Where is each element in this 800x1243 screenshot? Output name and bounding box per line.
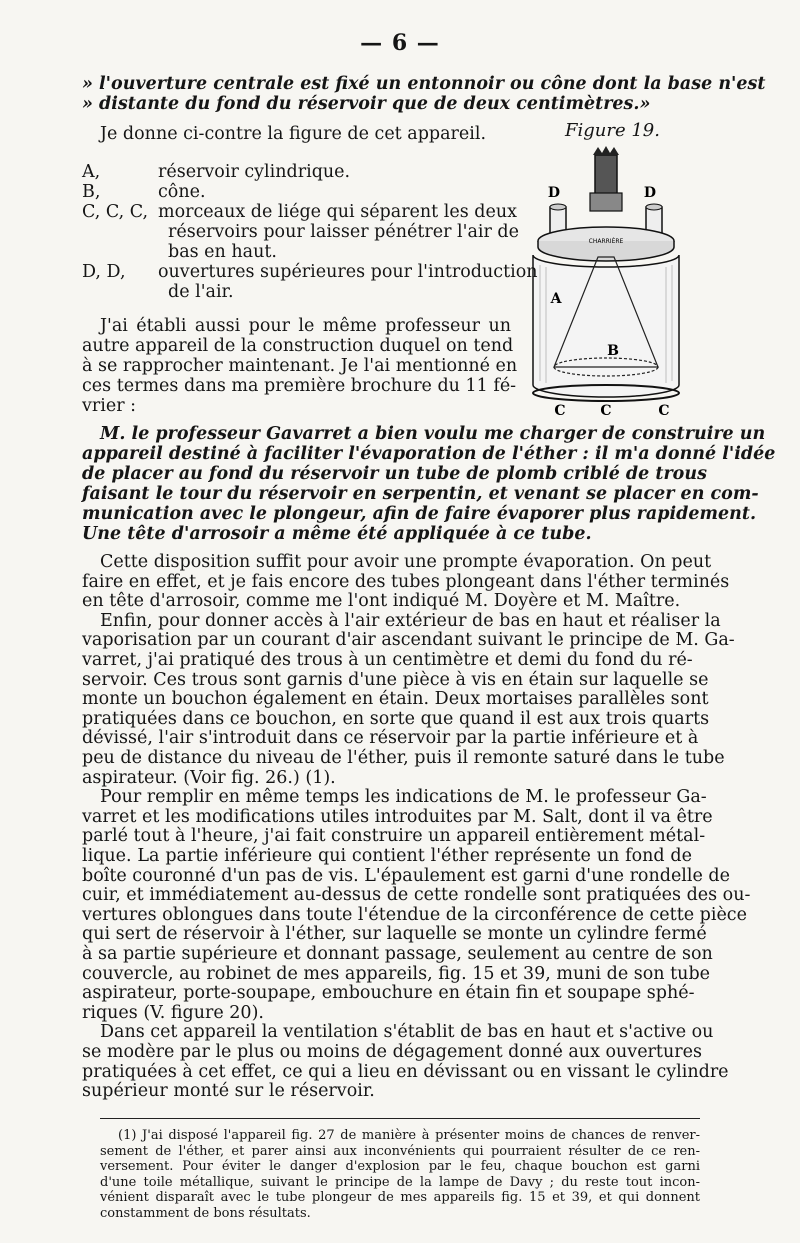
body-line: se modère par le plus ou moins de dégagement donné aux ouvertures bbox=[82, 1042, 702, 1062]
legend-text: réservoir cylindrique. bbox=[158, 162, 351, 182]
body-line: qui sert de réservoir à l'éther, sur laquelle se monte un cylindre fermé bbox=[82, 924, 707, 945]
quote-line: Une tête d'arrosoir a même été appliquée à ce tube. bbox=[82, 524, 592, 544]
body-line: boîte couronné d'un pas de vis. L'épaulement est garni d'une rondelle de bbox=[82, 865, 730, 886]
figure-column-band bbox=[590, 193, 622, 211]
body-line: Cette disposition suffit pour avoir une prompte évaporation. On peut bbox=[100, 552, 712, 572]
footnote-line: versement. Pour éviter le danger d'explosion par le feu, chaque bouchon est garni bbox=[100, 1159, 700, 1175]
body-line: supérieur monté sur le réservoir. bbox=[82, 1081, 375, 1102]
body-line: aspirateur, porte-soupape, embouchure en étain fin et soupape sphé- bbox=[82, 983, 695, 1004]
body-line: servoir. Ces trous sont garnis d'une pièce à vis en étain sur laquelle se bbox=[82, 669, 709, 690]
body-line: Pour remplir en même temps les indications de M. le professeur Ga- bbox=[100, 787, 707, 808]
page-number: — 6 — bbox=[360, 30, 440, 56]
footnote-line: vénient disparaît avec le tube plongeur de mes appareils fig. 15 et 39, et qui donnent bbox=[100, 1190, 700, 1206]
intro-line: Je donne ci-contre la figure de cet appareil. bbox=[100, 124, 487, 144]
figure-column-cap bbox=[593, 146, 619, 155]
figure-label-a: A bbox=[550, 291, 562, 307]
body-line: couvercle, au robinet de mes appareils, fig. 15 et 39, muni de son tube bbox=[82, 963, 711, 984]
paragraph-line: vrier : bbox=[82, 396, 137, 416]
figure-label-d-right: D bbox=[643, 185, 657, 201]
legend-key: B, bbox=[82, 182, 101, 202]
body-line: Enfin, pour donner accès à l'air extérieur de bas en haut et réaliser la bbox=[100, 610, 721, 631]
legend-text: ouvertures supérieures pour l'introduction bbox=[158, 262, 538, 282]
paragraph-line: à se rapprocher maintenant. Je l'ai mentionné en bbox=[82, 356, 518, 376]
legend-text: bas en haut. bbox=[168, 242, 277, 262]
figure-title: Figure 19. bbox=[565, 120, 660, 141]
body-line: pratiquées dans ce bouchon, en sorte que quand il est aux trois quarts bbox=[82, 708, 710, 729]
footnote-rule bbox=[100, 1118, 700, 1119]
legend-text: cône. bbox=[158, 182, 206, 202]
paragraph-line: autre appareil de la construction duquel on tend bbox=[82, 336, 514, 356]
paragraph-line: J'ai établi aussi pour le même professeur un bbox=[100, 316, 511, 336]
body-line: Dans cet appareil la ventilation s'établit de bas en haut et s'active ou bbox=[100, 1022, 714, 1043]
body-line: riques (V. figure 20). bbox=[82, 1002, 264, 1023]
quote-line: de placer au fond du réservoir un tube de plomb criblé de trous bbox=[82, 464, 707, 484]
body-line: aspirateur. (Voir fig. 26.) (1). bbox=[82, 767, 336, 788]
body-line: pratiquées à cet effet, ce qui a lieu en dévissant ou en vissant le cylindre bbox=[82, 1061, 729, 1082]
body-line: peu de distance du niveau de l'éther, puis il remonte saturé dans le tube bbox=[82, 748, 725, 768]
footnote-line: sement de l'éther, et parer ainsi aux inconvénients qui pourraient résulter de ce ren- bbox=[100, 1143, 700, 1159]
body-line: cuir, et immédiatement au-dessus de cette rondelle sont pratiquées des ou- bbox=[82, 885, 751, 906]
body-line: vertures oblongues dans toute l'étendue de la circonférence de cette pièce bbox=[82, 904, 747, 925]
body-line: parlé tout à l'heure, j'ai fait construire un appareil entièrement métal- bbox=[82, 826, 706, 847]
legend-text: morceaux de liége qui séparent les deux bbox=[158, 202, 517, 222]
body-line: varret et les modifications utiles introduites par M. Salt, dont il va être bbox=[82, 806, 713, 827]
body-line: vaporisation par un courant d'air ascendant suivant le principe de M. Ga- bbox=[82, 630, 735, 651]
body-line: en tête d'arrosoir, comme me l'ont indiqué M. Doyère et M. Maître. bbox=[82, 591, 681, 612]
body-line: dévissé, l'air s'introduit dans ce réservoir par la partie inférieure et à bbox=[82, 728, 699, 749]
body-line: lique. La partie inférieure qui contient l'éther représente un fond de bbox=[82, 846, 692, 866]
quote-line: M. le professeur Gavarret a bien voulu me charger de construire un bbox=[100, 424, 766, 444]
figure-label-c-2: C bbox=[600, 403, 612, 419]
quote-line: » distante du fond du réservoir que de deux centimètres.» bbox=[82, 94, 651, 114]
legend-key: A, bbox=[82, 162, 101, 182]
figure-brand-label: CHARRIÈRE bbox=[588, 238, 624, 245]
figure-label-c-3: C bbox=[658, 403, 670, 419]
legend-text: réservoirs pour laisser pénétrer l'air de bbox=[168, 222, 519, 242]
footnote-line: d'une toile métallique, suivant le principe de la lampe de Davy ; du reste tout incon- bbox=[100, 1174, 700, 1190]
legend-text: de l'air. bbox=[168, 282, 234, 302]
figure-label-d-left: D bbox=[547, 185, 561, 201]
figure-label-c-1: C bbox=[554, 403, 566, 419]
quote-line: » l'ouverture centrale est fixé un entonnoir ou cône dont la base n'est bbox=[82, 74, 766, 94]
legend-key: D, D, bbox=[82, 262, 126, 282]
paragraph-line: ces termes dans ma première brochure du 11 fé- bbox=[82, 376, 517, 396]
footnote-line: constamment de bons résultats. bbox=[100, 1206, 311, 1221]
body-line: à sa partie supérieure et donnant passage, seulement au centre de son bbox=[82, 944, 713, 964]
figure-label-b: B bbox=[607, 343, 619, 359]
figure-19-illustration bbox=[530, 145, 700, 420]
legend-key: C, C, C, bbox=[82, 202, 149, 222]
figure-cylinder bbox=[533, 255, 679, 397]
figure-central-column bbox=[595, 155, 617, 197]
body-line: varret, j'ai pratiqué des trous à un centimètre et demi du fond du ré- bbox=[82, 650, 693, 670]
quote-line: appareil destiné à faciliter l'évaporation de l'éther : il m'a donné l'idée bbox=[82, 444, 776, 464]
body-line: faire en effet, et je fais encore des tubes plongeant dans l'éther terminés bbox=[82, 571, 730, 592]
body-line: monte un bouchon également en étain. Deux mortaises parallèles sont bbox=[82, 689, 709, 710]
quote-line: faisant le tour du réservoir en serpentin, et venant se placer en com- bbox=[82, 484, 759, 504]
footnote-line: (1) J'ai disposé l'appareil fig. 27 de manière à présenter moins de chances de renver- bbox=[118, 1128, 700, 1143]
quote-line: munication avec le plongeur, afin de faire évaporer plus rapidement. bbox=[82, 504, 757, 524]
